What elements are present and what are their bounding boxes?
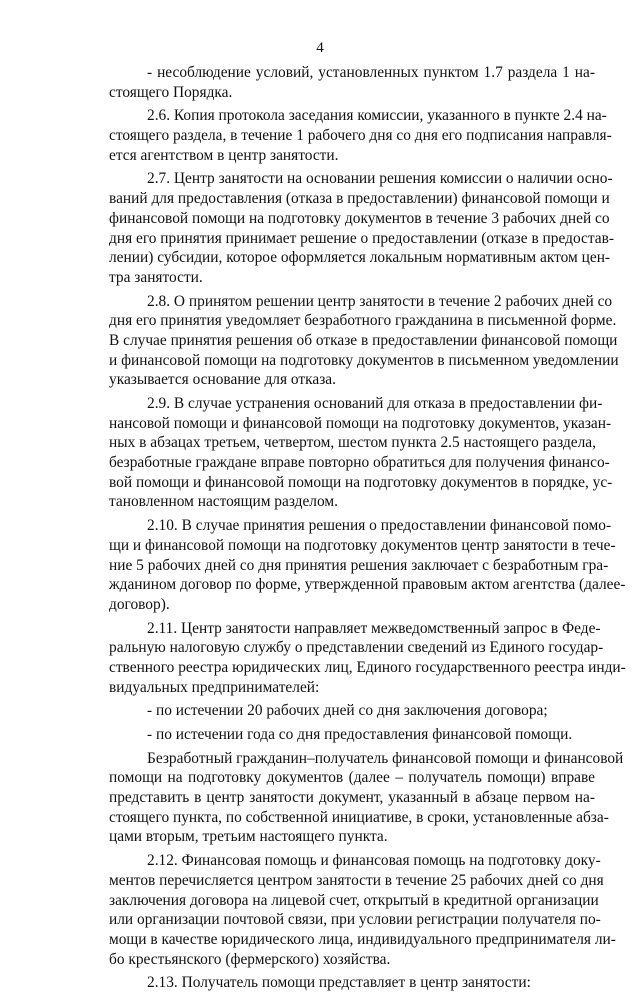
text-line: 2.9. В случае устранения оснований для отказа в предоставлении фи- [147,395,603,412]
text-line: стоящего пункта, по собственной инициативе, в сроки, установленные абза- [109,808,609,826]
text-line: ется агентством в центр занятости. [109,146,339,164]
text-line: тановленном настоящим разделом. [109,493,338,511]
text-line: - по истечении года со дня предоставления финансовой помощи. [147,726,573,743]
text-line: - по истечении 20 рабочих дней со дня заключения договора; [147,702,548,720]
text-line: 2.10. В случае принятия решения о предоставлении финансовой помо- [147,517,612,535]
text-line: 2.7. Центр занятости на основании решения комиссии о наличии осно- [147,170,613,188]
text-line: 2.6. Копия протокола заседания комиссии, указанного в пункте 2.4 на- [147,107,607,125]
text-line: ных в абзацах третьем, четвертом, шестом пункта 2.5 настоящего раздела, [109,434,596,452]
paragraph-bullet-nonobservance [109,63,595,102]
text-line: финансовой помощи на подготовку документов в течение 3 рабочих дней со [109,209,610,227]
paragraph-p-2-11 [109,619,626,698]
text-line: 2.11. Центр занятости направляет межведомственный запрос в Федe- [147,619,601,637]
text-line: безработные граждане вправе повторно обратиться для получения финансо- [109,454,610,472]
page-number: 4 [316,40,324,56]
text-line: жданином договор по форме, утвержденной правовым актом агентства (далее- [109,576,626,594]
text-line: дня его принятия уведомляет безработного гражданина в письменной форме. [109,312,617,330]
paragraph-p-2-7 [109,169,614,287]
paragraph-p-recipient [109,749,624,847]
text-line: ственного реестра юридических лиц, Единого государственного реестра инди- [109,658,626,676]
text-line: вой помощи и финансовой помощи на подготовку документов в порядке, ус- [109,473,613,491]
text-line: бо крестьянского (фермерского) хозяйства. [109,950,391,968]
text-line: Безработный гражданин–получатель финансовой помощи и финансовой [147,749,624,767]
paragraph-p-2-13 [109,973,595,993]
paragraph-bullet-one-year [109,725,595,745]
text-line: помощи на подготовку документов (далее – получатель помощи) вправе [109,769,595,787]
text-line: 2.12. Финансовая помощь и финансовая помощь на подготовку доку- [147,852,601,870]
text-line: мощи в качестве юридического лица, индивидуального предпринимателя ли- [109,930,616,948]
text-line: и финансовой помощи на подготовку документов в письменном уведомлении [109,351,619,369]
text-line: нансовой помощи и финансовой помощи на подготовку документов, указан- [109,414,612,432]
text-line: ральную налоговую службу о представлении сведений из Единого государ- [109,639,604,657]
text-line: дня его принятия принимает решение о предоставлении (отказе в предостав- [109,229,614,247]
paragraph-bullet-20-days [109,701,595,721]
text-line: указывается основание для отказа. [109,371,336,389]
text-line: цами вторым, третьим настоящего пункта. [109,828,388,846]
text-line: щи и финансовой помощи на подготовку документов центр занятости в тече- [109,536,616,554]
paragraph-p-2-8 [109,292,619,390]
text-line: стоящего раздела, в течение 1 рабочего дня со дня его подписания направля- [109,127,612,145]
paragraph-p-2-9 [109,394,613,512]
document-body [109,63,626,993]
paragraph-p-2-12 [109,851,616,969]
paragraph-p-2-10 [109,516,626,614]
text-line: 2.13. Получатель помощи представляет в центр занятости: [147,974,531,992]
text-line: договор). [109,595,170,613]
text-line: стоящего Порядка. [109,83,233,101]
text-line: видуальных предпринимателей: [109,678,320,696]
text-line: - несоблюдение условий, установленных пунктом 1.7 раздела 1 на- [147,64,595,81]
text-line: или организации почтовой связи, при условии регистрации получателя по- [109,911,601,929]
text-line: ваний для предоставления (отказа в предоставлении) финансовой помощи и [109,190,610,208]
text-line: лении) субсидии, которое оформляется локальным нормативным актом цен- [109,249,611,267]
text-line: ние 5 рабочих дней со дня принятия решения заключает с безработным гра- [109,556,609,574]
paragraph-p-2-6 [109,106,612,165]
text-line: ментов перечисляется центром занятости в течение 25 рабочих дней со дня [109,871,604,889]
text-line: представить в центр занятости документ, указанный в абзаце первом на- [109,789,595,807]
text-line: тра занятости. [109,268,203,286]
text-line: В случае принятия решения об отказе в предоставлении финансовой помощи [109,331,618,349]
text-line: заключения договора на лицевой счет, открытый в кредитной организации [109,891,599,909]
text-line: 2.8. О принятом решении центр занятости в течение 2 рабочих дней со [147,292,613,310]
